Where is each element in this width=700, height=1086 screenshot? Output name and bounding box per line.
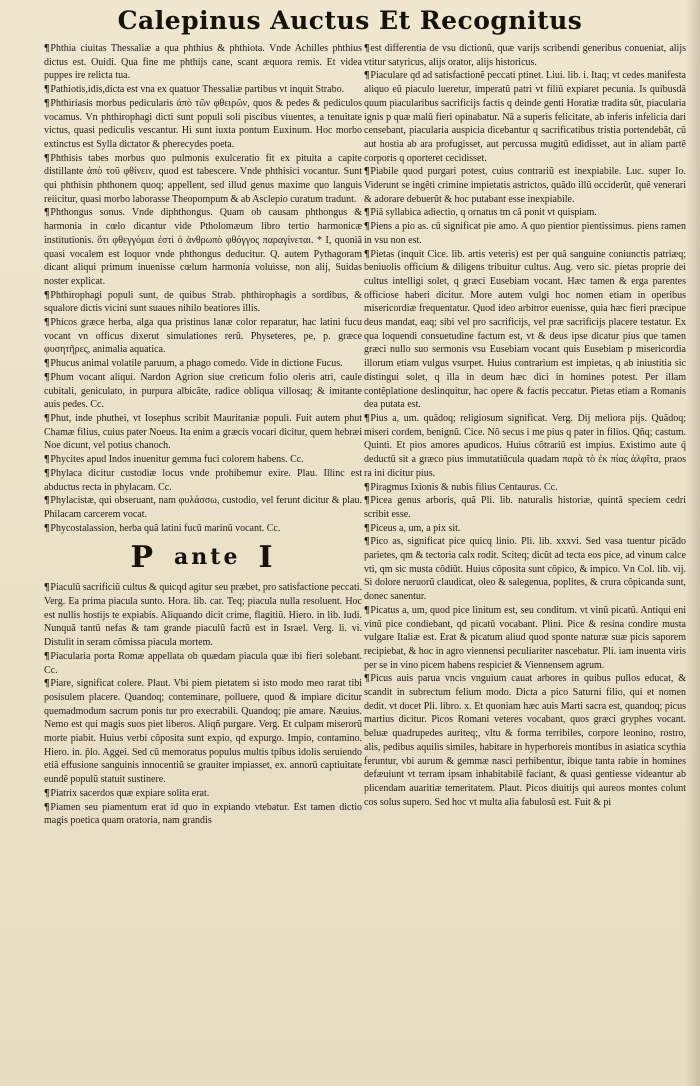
pilcrow-mark: ¶ xyxy=(44,317,50,329)
pilcrow-mark: ¶ xyxy=(44,43,50,54)
pilcrow-mark: ¶ xyxy=(364,43,370,54)
entry-text: Phthia ciuitas Thessaliæ a qua phthius & phthiota. Vnde Achilles phthius dictus est. Ouidi. Qua fine me phthijs cane, scant æquora remis. Et videa puppes ire relicta tua. xyxy=(44,43,362,82)
dictionary-entry xyxy=(44,801,362,828)
entry-text: Piens a pio as. cũ significat pie amo. A quo pientior pientissimus. piens ramen in vsu non est. xyxy=(364,221,686,246)
dictionary-entry xyxy=(44,371,362,412)
entry-text: Phylacistæ, qui obseruant, nam φυλάσσω, custodio, vel ferunt dicitur & plau. Philacam carcerem vocat. xyxy=(44,495,362,520)
pilcrow-mark: ¶ xyxy=(44,495,50,507)
entry-text: Pius a, um. quãdoq; religiosum significat. Verg. Dij meliora pijs. Quãdoq; miseri cordem, benignũ. Cice. Nõ secus i me pius q pater in filios. Qñq; castum. Quinti. Et pios amores apudicos. Huius cõtrariũ est impius. Existimo aute q̃ deductũ sit a græco pius immutatiũcula quadam παρὰ τὸ ἐκ πίας ἀλφῖτα, praos ra ini dicitur pius. xyxy=(364,412,686,479)
entry-text: Phylaca dicitur custodiæ locus vnde prohibemur exire. Plau. Illinc est abductus recta in phylacam. Cc. xyxy=(44,467,362,493)
entry-text: Piamen seu piamentum erat id quo in expiando vtebatur. Est tamen dictio magis poetica quam oratoria, nam grandis xyxy=(44,801,362,827)
pilcrow-mark: ¶ xyxy=(44,358,50,370)
section-next-letter: I xyxy=(258,540,276,576)
pilcrow-mark: ¶ xyxy=(44,787,50,799)
pilcrow-mark: ¶ xyxy=(364,207,370,219)
dictionary-entry xyxy=(364,165,686,206)
dictionary-entry xyxy=(44,316,362,357)
dictionary-entry xyxy=(44,97,362,152)
pilcrow-mark: ¶ xyxy=(44,454,50,466)
left-column xyxy=(44,42,362,828)
entry-text: Piare, significat colere. Plaut. Vbi piem pietatem si isto modo meo rarat tibi posisulem placere. Quandoq; conteminare, polluere, quod & impiare dicitur quemadmodum sacrum ponis tur pro execrabili. Quandoq; pie amare. Næuius. Nemo est qui magis suos piet liberos. Aliqñ purgare. Verg. Et culpam miserorũ morte piabit. Huius verbi cõposita sunt expio, qd expurgo. Impio, contamino. Hiero. in. p̃lo. Aggei. Sed cũ memoratus populus multis tpibus idolis seruiendo etiã effusione sanguinis innocentiũ se grauiter impiasset, ex. annorũ captiuitate eundẽ populũ statuit sustinere. xyxy=(44,678,362,786)
entry-text: est differentia de vsu dictionũ, quæ varijs scribendi generibus conueniat, alijs vtitur satyricus, alijs orator, alijs historicus. xyxy=(364,43,686,68)
dictionary-entry xyxy=(364,535,686,604)
dictionary-entry xyxy=(44,677,362,787)
entry-text: Pathiotis,idis,dicta est vna ex quatuor Thessaliæ partibus vt inquit Strabo. xyxy=(50,84,345,96)
entry-text: Phthiriasis morbus pedicularis ἀπὸ τῶν φθειρῶν, quos & pedes & pediculos vocamus. Vn phthirophagi dicti sunt populi soli piscibus viuentes, a tenuitate victus, quasi pediculis vescantur. Hi sunt iuxta pontum Euxinum. Hoc morbo extinctus est Sylla dictator & pherecydes poeta. xyxy=(44,97,362,150)
pilcrow-mark: ¶ xyxy=(364,604,370,616)
entry-text: Piã syllabica adiectio, q ornatus tm cã ponit vt quispiam. xyxy=(370,207,597,219)
running-head: Calepinus Auctus Et Recognitus xyxy=(117,6,583,35)
dictionary-entry xyxy=(364,494,686,521)
dictionary-entry xyxy=(364,522,686,536)
dictionary-entry xyxy=(44,453,362,467)
dictionary-entry xyxy=(44,289,362,316)
entry-text: Phicos græce herba, alga qua pristinus lanæ color reparatur, hac latini fucu vocant vn officus dixerut simulationes rerũ. Physeteres, pe, p. græce φυσητῆρες, animalia aquatica. xyxy=(44,317,362,356)
dictionary-entry xyxy=(364,220,686,247)
pilcrow-mark: ¶ xyxy=(44,289,50,301)
pilcrow-mark: ¶ xyxy=(44,678,50,690)
entry-text: Phycostalassion, herba quã latini fucũ marinũ vocant. Cc. xyxy=(50,522,281,534)
pilcrow-mark: ¶ xyxy=(44,97,50,109)
entry-text: Pico as, significat pice quicq linio. Pli. lib. xxxvi. Sed vasa tuentur picãdo parietes, qm & tectoria calx rodit. Sciteq; dicũt ad tecta eos pice, ad vinum calce vti, qm sic musta cõdiũt. Huius cõposita sunt cõpico, & impico. Vn Col. lib. vij. Si dolore neruorũ claudicat, oleo & salegenua, poplites, & crura cõpicanda sunt, donec sanentur. xyxy=(364,536,686,603)
pilcrow-mark: ¶ xyxy=(364,221,370,233)
section-word: ante xyxy=(174,544,241,571)
entry-text: Phut, inde phuthei, vt Iosephus scribit Mauritaniæ populi. Fuit autem phut Chamæ filius, cuius pater Noeus. Ita enim a græcis vocari dicitur, quem hebræi Noe dicunt, vel potius chanoch. xyxy=(44,412,362,452)
pilcrow-mark: ¶ xyxy=(364,673,370,685)
entry-text: Phthirophagi populi sunt, de quibus Strab. phthirophagis a sordibus, & squalore dictis vicini sunt suaues nihilo beatiores illis. xyxy=(44,289,362,315)
dictionary-entry xyxy=(44,467,362,494)
section-heading xyxy=(44,535,362,581)
pilcrow-mark: ¶ xyxy=(44,467,50,479)
dictionary-entry xyxy=(44,206,362,288)
entry-text: Phum vocant aliqui. Nardon Agrion siue creticum folio oleris atri, caule cubitali, geniculato, in purpura albicãte, radice obliqua villosaq; & imitante auis pedes. Cc. xyxy=(44,371,362,411)
pilcrow-mark: ¶ xyxy=(44,522,50,534)
dictionary-entry xyxy=(364,604,686,673)
right-column xyxy=(364,42,686,809)
entry-text: Piceus a, um, a pix sit. xyxy=(370,522,461,534)
pilcrow-mark: ¶ xyxy=(364,495,370,507)
entry-text: Phycites apud Indos inuenitur gemma fuci colorem habens. Cc. xyxy=(50,454,304,466)
entry-text: Picus auis parua vncis vnguium cauat arbores in quibus pullos educat, & scandit in subrectum felium modo. Dicta a pico Saturni filio, qui et nomen dedit. vt docet Pli. libro. x. Et quoniam hæc auis Marti sacra est, quandoq; picus martius dicitur. Picos Romani veteres vocabant, quos græci gryphes vocant. beluæ quadrupedes auriteq;, vltu & forma terribiles, corpore leonino, rostro, alis, pedibus aquilis similes, habitare in hyperboreis montibus in asiatica scythia feruntur, vbi aurum & gemmæ nasci perhibentur, ibique tanta rabie in homines defæuiunt vt terram ipsam inhabitabilẽ faciant, & quasi gentiesse videantur ab plicendam auaritiæ temeritatem. Plaut. Picos diuitijs qui aureos montes colunt cos solus supero. Sed hoc vt multa alia fabulosũ est. Fuit & pi xyxy=(364,673,686,808)
pilcrow-mark: ¶ xyxy=(44,650,50,662)
pilcrow-mark: ¶ xyxy=(44,152,50,164)
pilcrow-mark: ¶ xyxy=(364,248,370,260)
entry-text: Piatrix sacerdos quæ expiare solita erat. xyxy=(50,787,210,799)
dictionary-entry xyxy=(364,42,686,69)
pilcrow-mark: ¶ xyxy=(364,522,370,534)
dictionary-entry xyxy=(364,248,686,412)
dictionary-entry xyxy=(44,522,362,536)
dictionary-entry xyxy=(44,581,362,650)
entry-text: Phthongus sonus. Vnde diphthongus. Quam ob causam phthongus & harmonia in cœlo dicantur vide Ptholomæum libro tertio harmonicæ institutionis. ὅτι φθεγγόμαι ἐστὶ ὁ ἀνθρωπὸ φθόγγος παραγίνεται. * I, quoniã quasi vocalem est loquor vnde phthongus deducitur. Q. autem Pythagoram dicant aliqui primum inuenisse cœlum harmonia voluisse, non alij, Suidas noster explicat. xyxy=(44,207,362,287)
entry-text: Phucus animal volatile paruum, a phago comedo. Vide in dictione Fucus. xyxy=(50,358,343,370)
right-column-entries xyxy=(364,42,686,809)
pilcrow-mark: ¶ xyxy=(44,801,50,813)
dictionary-entry xyxy=(44,42,362,83)
pilcrow-mark: ¶ xyxy=(44,582,50,594)
entry-text: Piaculare qd ad satisfactionẽ peccati ptinet. Liui. lib. i. Itaq; vt cedes manifesta aliquo eũ piaculo lueretur, imperatũ patri vt filiũ expiaret pecunia. Is quibusdã quum piacularibus sacrificijs factis q deinde genti Horatiæ tradita sũt, piacularia ignis p quæ malũ fieri opinabatur. Nã a superis felicitate, ab inferis infelicia dari censebant, piacularia auspicia dicebantur q sacrificatibus tristia portendebãt, cũ aut hostia ab ara profugisset, aut percussa mugitũ edidisset, aut in aliam partẽ corporis q oporteret cecidisset. xyxy=(364,70,686,164)
dictionary-entry xyxy=(44,357,362,371)
dictionary-entry xyxy=(44,152,362,207)
dictionary-entry xyxy=(364,206,686,220)
pilcrow-mark: ¶ xyxy=(44,371,50,383)
pilcrow-mark: ¶ xyxy=(364,536,370,548)
dictionary-entry xyxy=(44,83,362,97)
entry-text: Pietas (inquit Cice. lib. artis veteris) est per quã sanguine coniunctis patriæq; beniuolis officium & diligens tribuitur cultus. Aug. vero sic. pietas proprie dei cultus intelligi solet, q græci Eusebiam vocant. Hæc tamen & erga parentes officiose haberi dicitur. More autem vulgi hoc nomen etiam in operibus misericordiæ frequentatur. Quod ideo arbitror euenisse, quia hæc fieri præcipue deus mandat, eaq; sibi vel pro sacrificijs, vel præ sacrificijs placere testatur. Ex qua loquendi consuetudine factum est, vt & deus ipse dicatur pius que tamen græci nullo suo sermonis vsu Eusebiam vocant quis Eusebiam p misericordia illorum etiam vulgus vsurpet. Huius contrarium est impietas, q ab iniustitia sic distingui solet, q illa in deum hæc dici in homines potest. Per illam contẽplatione deslinquitur, hac opere & factis peccatur. Pietas etiam a Romanis dea putata est. xyxy=(364,248,686,411)
left-column-entries-top xyxy=(44,42,362,535)
dictionary-entry xyxy=(364,69,686,165)
dictionary-entry xyxy=(44,494,362,521)
pilcrow-mark: ¶ xyxy=(364,412,370,424)
entry-text: Piacularia porta Romæ appellata ob quædam piacula quæ ibi fieri solebant. Cc. xyxy=(44,650,362,676)
section-letter: P xyxy=(130,540,157,576)
pilcrow-mark: ¶ xyxy=(364,70,370,82)
pilcrow-mark: ¶ xyxy=(364,166,370,178)
pilcrow-mark: ¶ xyxy=(44,207,50,219)
dictionary-entry xyxy=(44,412,362,453)
left-column-entries-bottom xyxy=(44,581,362,828)
entry-text: Phthisis tabes morbus quo pulmonis exulceratio fit ex pituita a capite distillante ἀπὸ τοῦ φθίνειν, quod est tabescere. Vnde phthisici vocantur. Sunt qui phthisin phthonem quoq; appellent, sed illud genus maxime quo languis reiicitur, quasi morbo laborasse Theopompum & ab Asclepio curatum tradunt. xyxy=(44,152,362,205)
pilcrow-mark: ¶ xyxy=(44,84,50,96)
entry-text: Piragmus Ixionis & nubis filius Centaurus. Cc. xyxy=(370,481,558,493)
dictionary-entry xyxy=(44,787,362,801)
entry-text: Picea genus arboris, quã Pli. lib. naturalis historiæ, quintã speciem cedri scribit esse. xyxy=(364,495,686,520)
dictionary-entry xyxy=(364,672,686,809)
dictionary-entry xyxy=(364,481,686,495)
entry-text: Piaculũ sacrificiũ cultus & quicqd agitur seu præbet, pro satisfactione peccati. Verg. Ea prima piacula sunto. Hora. lib. car. Teq; piacula nulla resoluent. Hoc est nullis hostijs te expiabis. Aliquando dicit crime, flagitiũ. Hiero. in lib. Iudi. Nunquã tantũ nefas & tam grande piaculũ factũ est in Israel. Verg. li. vi. Distulit in seram cõmissa piacula mortem. xyxy=(44,582,362,649)
entry-text: Piabile quod purgari potest, cuius contrariũ est inexpiabile. Luc. super Io. Viderunt se ingẽti crimine impietatis astrictos, quãdo illũ occiderũt, quẽ venerari & adorare debuerũt & hoc putabant esse inexpiabile. xyxy=(364,166,686,205)
pilcrow-mark: ¶ xyxy=(44,412,50,424)
pilcrow-mark: ¶ xyxy=(364,481,370,493)
dictionary-entry xyxy=(364,412,686,481)
entry-text: Picatus a, um, quod pice linitum est, seu conditum. vt vinũ picatũ. Antiqui eni vinũ pice condiebant, qd picatũ vocabant. Plini. Pice & resina condire musta vulgare Italiæ est. Erat & picatum aliud quod sponte naturæ suæ picis saporem recipiebat, & hoc in agro viennensi peculiariter nascebatur. Pli. iam inuenta viris per se in vino picem habens respiciet & Viennensem agrum. xyxy=(364,604,686,671)
dictionary-entry xyxy=(44,650,362,677)
